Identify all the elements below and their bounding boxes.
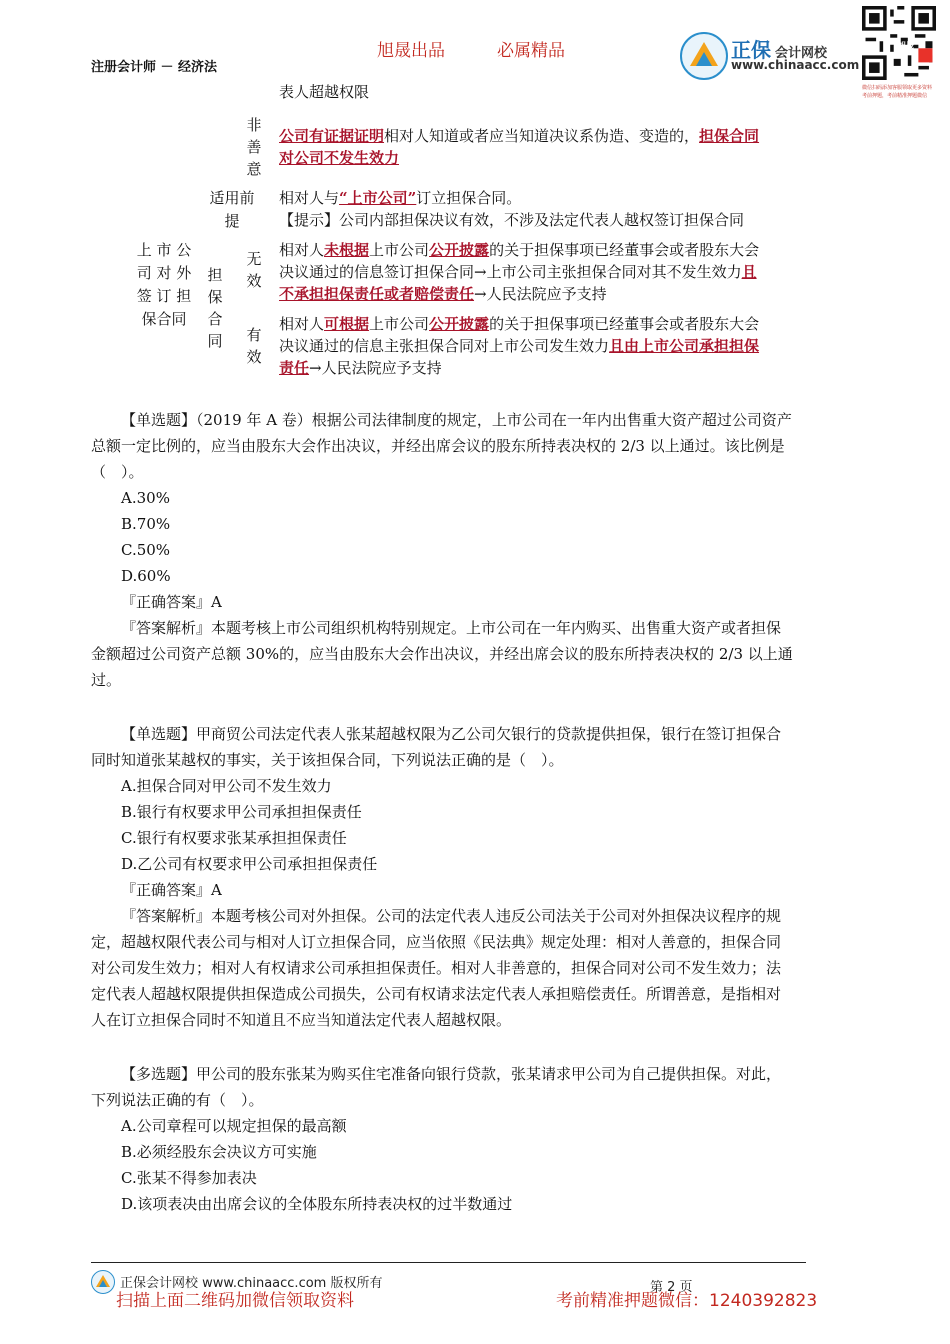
qr-caption-2: 考前押题，考前精准押题微信 [862, 93, 928, 99]
label-non-good-faith: 非 善 意 [246, 116, 262, 178]
option-a[interactable]: A.担保合同对甲公司不发生效力 [121, 777, 332, 795]
option-a[interactable]: A.公司章程可以规定担保的最高额 [121, 1117, 347, 1135]
label-applicable-premise: 适用前 提 [209, 189, 255, 230]
qr-caption-1: 微信扫码添加客服领取更多资料 [862, 85, 933, 91]
question-2: 【单选题】甲商贸公司法定代表人张某超越权限为乙公司欠银行的贷款提供担保，银行在签订担保合 同时知道张某越权的事实，关于该担保合同，下列说法正确的是（ ）。 A.担保合同对甲公司不发生效力 B.银行有权要求甲公司承担担保责任 C.银行有权要求张某承担担保责任 D.乙公司有权要求甲公司承担担保责任 『正确答案』A 『答案解析』本题考核公司对外担保。公司的法定代表人违反公司法关于公司对外担保决议程序的规 定，超越权限代表公司与相对人订立担保合同，应当依照《民法典》规定处理：相对人善意的，担保合同 对公司发生效力；相对人有权请求公司承担担保责任。相对人非善意的，担保合同对公司不发生效力；法 定代表人超越权限提供担保造成公司损失，公司有权请求法定代表人承担赔偿责任。所谓善意，是指相对 人在订立担保合同时不知道且不应当知道法定代表人超越权限。 [91, 721, 871, 1033]
question-3: 【多选题】甲公司的股东张某为购买住宅准备向银行贷款，张某请求甲公司为自己提供担保。对此， 下列说法正确的有（ ）。 A.公司章程可以规定担保的最高额 B.必须经股东会决议方可实施 C.张某不得参加表决 D.该项表决由出席会议的全体股东所持表决权的过半数通过 [91, 1061, 871, 1217]
option-c[interactable]: C.50% [121, 541, 171, 559]
brand-logo-icon [680, 32, 728, 80]
label-listed-company: 上 市 公 司 对 外 签 订 担 保合同 [136, 241, 192, 328]
slogan-1: 旭晟出品 [377, 41, 445, 61]
question-1: 【单选题】（2019 年 A 卷）根据公司法律制度的规定，上市公司在一年内出售重大资产超过公司资产 总额一定比例的，应当由股东大会作出决议，并经出席会议的股东所持表决权的 2/3 以上通过。该比例是 （ ）。 A.30% B.70% C.50% D.60% 『正确答案』A 『答案解析』本题考核上市公司组织机构特别规定。上市公司在一年内购买、出售重大资产或者担保 金额超过公司资产总额 30%的，应当由股东大会作出决议，并经出席会议的股东所持表决权的 2/3 以上通 过。 [91, 407, 871, 693]
footer-logo-icon [91, 1270, 115, 1294]
footer-copyright: 正保会计网校 www.chinaacc.com 版权所有 [120, 1276, 383, 1291]
qr-badge: 旭晟 [898, 41, 914, 50]
label-valid: 有 效 [246, 326, 262, 366]
option-b[interactable]: B.银行有权要求甲公司承担担保责任 [121, 803, 362, 821]
valid-line-3: 责任→人民法院应予支持 [279, 359, 442, 377]
explanation: 『答案解析』本题考核公司对外担保。公司的法定代表人违反公司法关于公司对外担保决议程序的规 [121, 907, 782, 925]
valid-line-1: 相对人可根据上市公司公开披露的关于担保事项已经董事会或者股东大会 [279, 315, 760, 333]
invalid-line-1: 相对人未根据上市公司公开披露的关于担保事项已经董事会或者股东大会 [279, 241, 760, 259]
valid-line-2: 决议通过的信息主张担保合同对上市公司发生效力且由上市公司承担担保 [279, 337, 760, 355]
footer-wechat-note: 考前精准押题微信：1240392823 [556, 1291, 818, 1311]
apply-line-1: 相对人与“上市公司”订立担保合同。 [279, 189, 522, 207]
non-good-faith-line-1: 公司有证据证明相对人知道或者应当知道决议系伪造、变造的，担保合同 [279, 127, 760, 145]
non-good-faith-line-2: 对公司不发生效力 [279, 149, 400, 167]
brand-url[interactable]: www.chinaacc.com [731, 58, 860, 72]
apply-tip: 【提示】公司内部担保决议有效，不涉及法定代表人越权签订担保合同 [279, 211, 745, 229]
doc-header-title: 注册会计师 － 经济法 [91, 60, 218, 75]
option-b[interactable]: B.必须经股东会决议方可实施 [121, 1143, 317, 1161]
footer-page-number: 第 2 页 [650, 1280, 693, 1295]
option-a[interactable]: A.30% [121, 489, 170, 507]
option-c[interactable]: C.张某不得参加表决 [121, 1169, 257, 1187]
option-d[interactable]: D.60% [121, 567, 171, 585]
label-guarantee-contract: 担 保 合 同 [207, 266, 223, 350]
correct-answer: 『正确答案』A [121, 593, 222, 611]
slogan-2: 必属精品 [497, 41, 565, 61]
footer-scan-note: 扫描上面二维码加微信领取资料 [116, 1291, 354, 1311]
correct-answer: 『正确答案』A [121, 881, 222, 899]
option-b[interactable]: B.70% [121, 515, 171, 533]
invalid-line-2: 决议通过的信息签订担保合同→上市公司主张担保合同对其不发生效力且 [279, 263, 757, 281]
invalid-line-3: 不承担担保责任或者赔偿责任→人民法院应予支持 [279, 285, 607, 303]
option-c[interactable]: C.银行有权要求张某承担担保责任 [121, 829, 347, 847]
footer-divider [91, 1262, 806, 1263]
brand-name: 正保 会计网校 [731, 38, 828, 62]
option-d[interactable]: D.乙公司有权要求甲公司承担担保责任 [121, 855, 378, 873]
label-invalid: 无 效 [246, 250, 262, 290]
table-row-cont: 表人超越权限 [279, 83, 370, 101]
option-d[interactable]: D.该项表决由出席会议的全体股东所持表决权的过半数通过 [121, 1195, 513, 1213]
explanation: 『答案解析』本题考核上市公司组织机构特别规定。上市公司在一年内购买、出售重大资产或者担保 [121, 619, 782, 637]
